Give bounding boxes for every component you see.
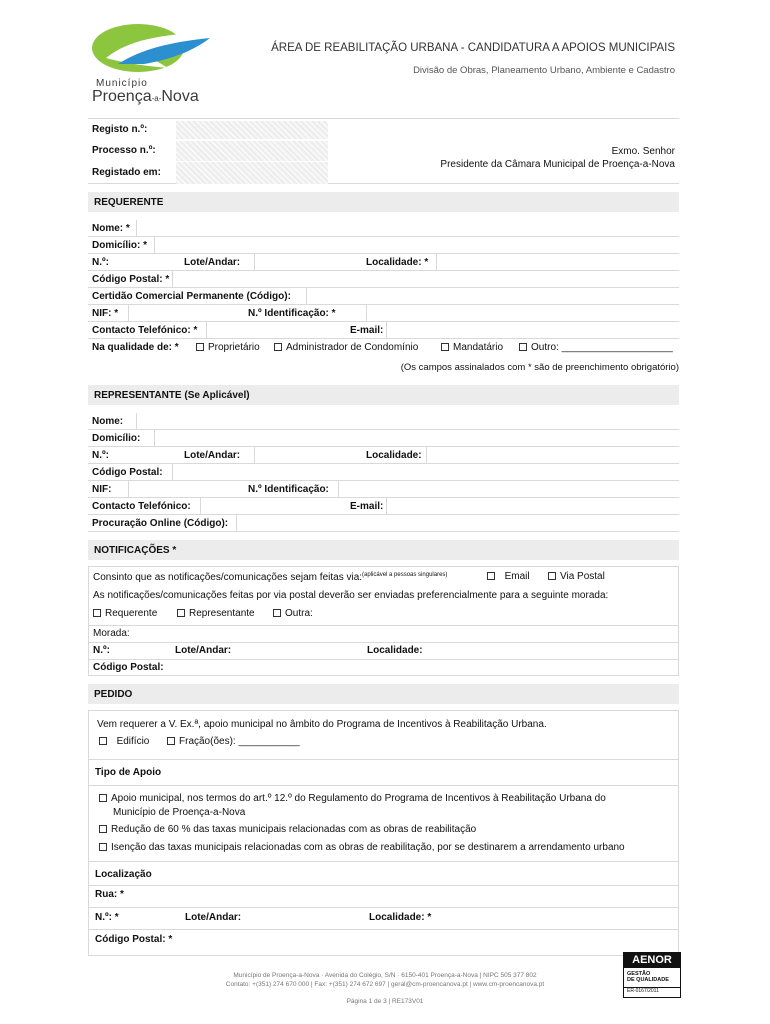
requerente-qualidade-row [88, 339, 679, 356]
representante-procuracao-row[interactable] [88, 515, 679, 532]
checkbox-isencao-taxas[interactable] [99, 843, 107, 851]
notif-lote-label: Lote/Andar: [175, 645, 232, 656]
representante-lote-label: Lote/Andar: [184, 450, 241, 461]
option-edificio[interactable]: Edifício [99, 736, 149, 747]
checkbox-proprietario[interactable] [196, 343, 204, 351]
option-representante[interactable]: Representante [177, 608, 255, 619]
requerente-nome-row[interactable] [88, 220, 679, 237]
representante-nif-row[interactable] [88, 481, 679, 498]
requerente-email-label: E-mail: [350, 325, 384, 336]
representante-nif-label: NIF: [92, 484, 112, 495]
representante-localidade-label: Localidade: [366, 450, 422, 461]
footer-page: Página 1 de 3 | RE173V01 [346, 998, 424, 1005]
mandatory-note: (Os campos assinalados com * são de preenchimento obrigatório) [400, 362, 679, 373]
checkbox-reducao-taxas[interactable] [99, 825, 107, 833]
logo-text-proenca: Proença [92, 88, 152, 105]
option-proprietario[interactable]: Proprietário [196, 342, 260, 353]
requerente-certidao-row[interactable] [88, 288, 679, 305]
checkbox-via-postal[interactable] [548, 572, 556, 580]
representante-numero-label: N.º: [92, 450, 109, 461]
requerente-contacto-label: Contacto Telefónico: * [92, 325, 198, 336]
pedido-box [88, 710, 679, 956]
logo-text-nova: Nova [161, 88, 199, 105]
pedido-rua-label: Rua: * [95, 889, 124, 900]
requerente-section-title: REQUERENTE [88, 192, 679, 212]
option-mandatario[interactable]: Mandatário [441, 342, 503, 353]
footer-line2: Contato: +(351) 274 670 000 | Fax: +(351) 274 672 697 | geral@cm-proencanova.pt | www.cm-proencanova.pt [225, 981, 545, 988]
requerente-nif-row[interactable] [88, 305, 679, 322]
pedido-section-title: PEDIDO [88, 684, 679, 704]
requerente-qualidade-label: Na qualidade de: * [92, 342, 179, 353]
postal-text: As notificações/comunicações feitas por via postal deverão ser enviadas preferencialmente para a seguinte morada: [93, 590, 609, 601]
pedido-codigo-postal-label: Código Postal: * [95, 934, 173, 945]
page-title: ÁREA DE REABILITAÇÃO URBANA - CANDIDATURA A APOIOS MUNICIPAIS [271, 42, 675, 54]
representante-contacto-label: Contacto Telefónico: [92, 501, 191, 512]
pedido-numero-label: N.º: * [95, 912, 119, 923]
requerente-address-row[interactable] [88, 254, 679, 271]
requerente-identificacao-label: N.º Identificação: * [248, 308, 336, 319]
representante-identificacao-label: N.º Identificação: [248, 484, 329, 495]
checkbox-requerente[interactable] [93, 609, 101, 617]
registo-label: Registo n.º: [92, 124, 148, 135]
municipality-logo [88, 18, 218, 108]
logo-graphic [88, 18, 218, 76]
requerente-nome-label: Nome: * [92, 223, 130, 234]
notif-localidade-label: Localidade: [367, 645, 423, 656]
aenor-code: ER-0167/2011 [624, 987, 680, 994]
representante-address-row[interactable] [88, 447, 679, 464]
addressee-line1: Exmo. Senhor [611, 146, 675, 157]
registado-label: Registado em: [92, 167, 161, 178]
consinto-text: Consinto que as notificações/comunicações sejam feitas via:$^{(aplicável a pessoas singulares)}$ [93, 572, 448, 583]
aenor-line1: GESTÃO [627, 971, 651, 977]
requerente-codigo-postal-row[interactable] [88, 271, 679, 288]
requerente-nif-label: NIF: * [92, 308, 119, 319]
representante-section-title: REPRESENTANTE (Se Aplicável) [88, 385, 679, 405]
processo-field[interactable] [176, 141, 328, 161]
requerente-certidao-label: Certidão Comercial Permanente (Código): [92, 291, 291, 302]
aenor-brand: AENOR [624, 953, 680, 968]
morada-label: Morada: [93, 628, 130, 639]
requerente-domicilio-label: Domicílio: * [92, 240, 148, 251]
processo-label: Processo n.º: [92, 145, 156, 156]
logo-text-mid: -a- [151, 94, 162, 103]
checkbox-outra[interactable] [273, 609, 281, 617]
representante-procuracao-label: Procuração Online (Código): [92, 518, 229, 529]
checkbox-edificio[interactable] [99, 737, 107, 745]
representante-codigo-postal-row[interactable] [88, 464, 679, 481]
apoio-municipal-continued: Município de Proença-a-Nova [113, 807, 246, 818]
logo-text-line2 [92, 88, 199, 106]
requerente-codigo-postal-label: Código Postal: * [92, 274, 170, 285]
registado-field[interactable] [176, 162, 328, 184]
option-reducao-taxas[interactable]: Redução de 60 % das taxas municipais relacionadas com as obras de reabilitação [99, 824, 476, 835]
registo-block [88, 118, 679, 184]
option-outra[interactable]: Outra: [273, 608, 313, 619]
pedido-localidade-label: Localidade: * [369, 912, 432, 923]
requerente-lote-label: Lote/Andar: [184, 257, 241, 268]
pedido-lote-label: Lote/Andar: [185, 912, 242, 923]
requerente-localidade-label: Localidade: * [366, 257, 429, 268]
representante-email-label: E-mail: [350, 501, 384, 512]
representante-contacto-row[interactable] [88, 498, 679, 515]
localizacao-label: Localização [95, 869, 152, 880]
page-subtitle: Divisão de Obras, Planeamento Urbano, Ambiente e Cadastro [413, 65, 675, 76]
tipo-apoio-label: Tipo de Apoio [95, 767, 162, 778]
logo-text-line1: Município [96, 78, 148, 89]
option-requerente[interactable]: Requerente [93, 608, 157, 619]
checkbox-outro[interactable] [519, 343, 527, 351]
option-outro[interactable]: Outro: ____________________ [519, 342, 673, 353]
checkbox-administrador[interactable] [274, 343, 282, 351]
representante-codigo-postal-label: Código Postal: [92, 467, 163, 478]
representante-nome-row[interactable] [88, 413, 679, 430]
pedido-intro: Vem requerer a V. Ex.ª, apoio municipal no âmbito do Programa de Incentivos à Reabilitação Urbana. [97, 719, 547, 730]
registo-field[interactable] [176, 121, 328, 139]
notif-numero-label: N.º: [93, 645, 110, 656]
representante-domicilio-label: Domicílio: [92, 433, 141, 444]
requerente-domicilio-row[interactable] [88, 237, 679, 254]
checkbox-email[interactable] [487, 572, 495, 580]
checkbox-mandatario[interactable] [441, 343, 449, 351]
option-apoio-municipal[interactable]: Apoio municipal, nos termos do art.º 12.º do Regulamento do Programa de Incentivos à Reabilitação Urbana do [99, 793, 606, 804]
notificacoes-box [88, 566, 679, 676]
aenor-line2: DE QUALIDADE [627, 977, 669, 983]
footer-line1: Município de Proença-a-Nova · Avenida do Colégio, S/N · 6150-401 Proença-a-Nova | NIPC 505 377 802 [233, 972, 537, 979]
requerente-numero-label: N.º: [92, 257, 109, 268]
option-isencao-taxas[interactable]: Isenção das taxas municipais relacionadas com as obras de reabilitação, por se destinarem a arrendamento urbano [99, 842, 625, 853]
option-fracoes[interactable]: Fração(ões): ___________ [167, 736, 300, 747]
representante-nome-label: Nome: [92, 416, 124, 427]
notif-codigo-postal-label: Código Postal: [93, 662, 164, 673]
notificacoes-section-title: NOTIFICAÇÕES * [88, 540, 679, 560]
option-administrador[interactable]: Administrador de Condomínio [274, 342, 418, 353]
addressee-line2: Presidente da Câmara Municipal de Proença-a-Nova [440, 159, 675, 170]
checkbox-fracoes[interactable] [167, 737, 175, 745]
checkbox-representante[interactable] [177, 609, 185, 617]
requerente-contacto-row[interactable] [88, 322, 679, 339]
checkbox-apoio-municipal[interactable] [99, 794, 107, 802]
option-via-postal[interactable]: Via Postal [548, 571, 605, 582]
option-email[interactable]: Email [487, 571, 530, 582]
representante-domicilio-row[interactable] [88, 430, 679, 447]
